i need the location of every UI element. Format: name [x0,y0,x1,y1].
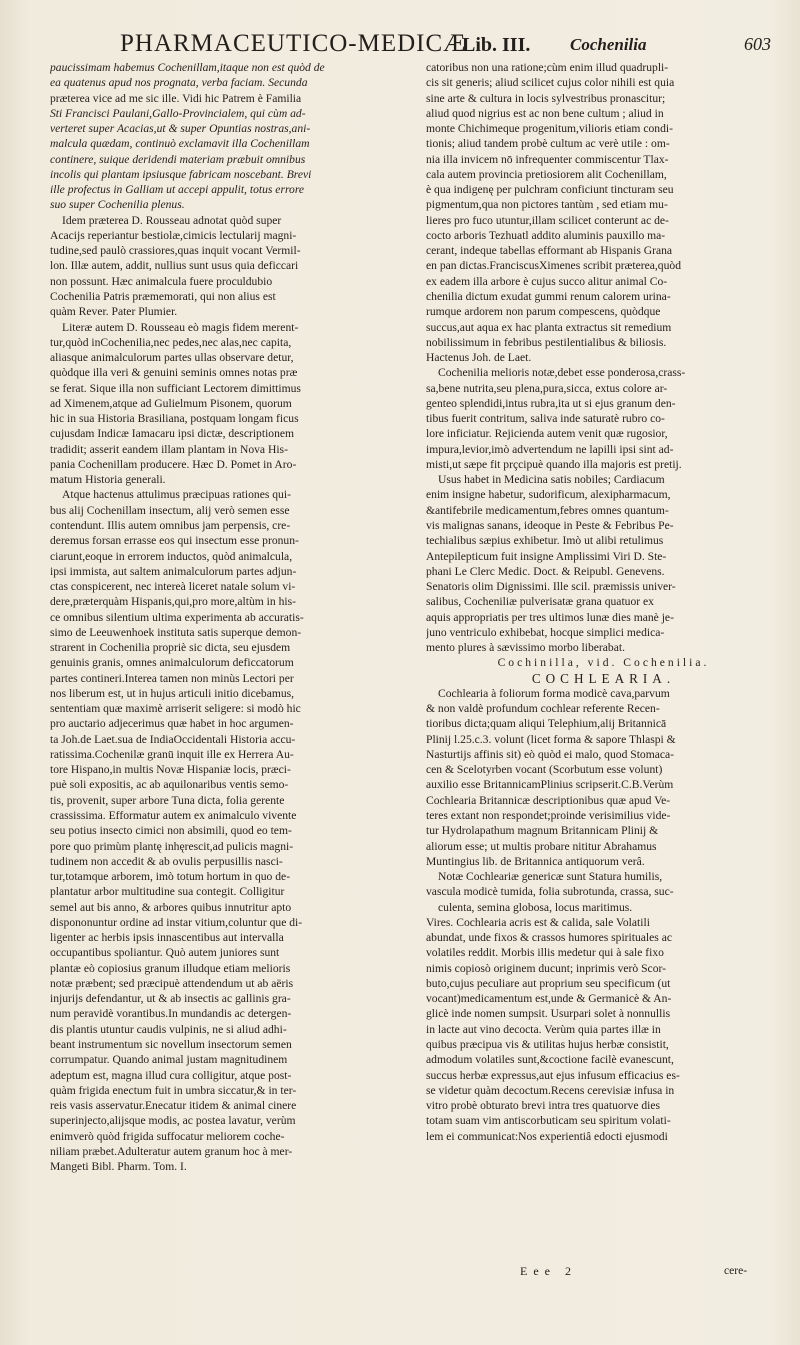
text-line: quibus præcipua vis & utilitas hujus herbæ consistit, [426,1038,669,1051]
text-line: tis, provenit, super arbore Tuna dicta, folia gerente [50,793,285,807]
text-line: præterea vice ad me sic ille. Vidi hic Patrem è Familia [50,91,302,105]
text-line: tur Hydrolapathum magnum Britannicam Plinij & [426,824,659,838]
text-line: nos liberum est, ut in hujus articuli initio dicebamus, [50,686,295,700]
text-line: tioribus dicta;quam aliqui Telephium,alij Britannicā [426,717,667,731]
text-line: paucissimam habemus Cochenillam,itaque non est quòd de [50,61,325,74]
text-line: niliam præbet.Adulteratur autem granum hoc à mer- [50,1144,293,1158]
text-line: dispononuntur ordine ad instar vitium,coluntur que di- [50,915,303,929]
text-line: auxilio esse BritannicamPlinius scripserit.C.B.Verùm [426,778,674,792]
text-line: contendunt. Illis autem omnibus jam perpensis, cre- [50,518,291,532]
text-line: se videtur quàm decoctum.Recens cerevisiæ infusa in [426,1083,675,1097]
text-line: ex eadem illa arbore è cujus succo alitur animal Co- [426,274,668,288]
text-line: simo de Leeuwenhoek instituta satis superque demon- [50,625,302,639]
text-line: sine arte & cultura in locis sylvestribus pronascitur; [426,91,666,105]
text-line: vis malignas sanans, ideoque in Peste & Febribus Pe- [426,518,674,532]
text-line: Vires. Cochlearia acris est & calida, sale Volatili [426,915,650,929]
text-line: se ferat. Sique illa non sufficiant Lectorem dimittimus [50,381,301,395]
text-line: occupantibus spoliantur. Quò autem juniores sunt [50,946,280,960]
text-line: Cochlearia Britannicæ descriptionibus quæ apud Ve- [426,793,671,807]
text-line: Cochenilia melioris notæ,debet esse ponderosa,crass- [438,366,686,380]
text-line: dere,præterquàm Hispanis,qui,pro more,altùm in his- [50,595,296,609]
text-line: injurijs defendantur, ut & ab insectis ac gallinis gra- [50,992,291,1006]
text-line: misti,ut sæpe fit prçcipuè quando illa majoris est pretij. [426,457,682,471]
text-line: sententiam quæ maximè arriserit seligere: si modò hic [50,702,301,716]
text-line: Cochenilia Patris præmemorati, qui non alius est [50,289,276,303]
text-line: genuinis granis, omnes animalculorum deficcatorum [50,656,294,670]
text-line: pro auctario adjecerimus quæ habet in hoc argumen- [50,717,294,731]
text-line: culenta, semina globosa, locus maritimus. [438,900,633,914]
text-line: ta Joh.de Laet.sua de IndiaOccidentali Historia accu- [50,732,296,746]
text-line: aliasque animalculorum partes ullas observare detur, [50,351,294,365]
text-line: Cochinilla, vid. Cochenilia. [497,656,710,670]
text-line: plantæ eò copiosius granum illudque etiam melioris [50,961,291,975]
text-line: buto,cujus peculiare aut proprium seu specificum (ut [426,976,671,990]
text-line: dis plantis utuntur caudis vulpinis, ne si aliud adhi- [50,1022,287,1036]
text-line: è qua indigenę per pulchram conficiunt tincturam seu [426,183,674,197]
text-line: Notæ Cochleariæ genericæ sunt Statura humilis, [438,870,663,884]
text-line: nobilissimum in febribus pestilentialibus & biliosis. [426,335,667,349]
text-line: Nasturtijs affinis sit) eò quòd ei malo, quod Stomaca- [426,747,675,761]
running-title: PHARMACEUTICO-MEDICÆ [120,30,467,57]
text-line: deremus forsan errasse eos qui insectum esse pronun- [50,534,299,548]
text-line: malcula quædam, continuò exclamavit illa Cochenillam [50,137,310,151]
text-line: catoribus non una ratione;cùm enim illud quadrupli- [426,61,669,74]
text-line: superinjecto,alijsque modis, ac postea lavatur, verùm [50,1114,296,1128]
text-line: hic in sua Historia Brasiliana, postquam longam ficus [50,412,299,426]
text-line: ciarunt,eoque in errorem inductos, quòd animalcula, [50,549,293,563]
text-line: Acacijs reperiantur bestiolæ,cimicis lectularij magni- [50,228,297,242]
text-line: rumque ardorem non parum compescens, quòdque [426,305,661,319]
text-line: COCHLEARIA. [531,670,676,686]
text-line: vocant)medicamentum est,unde & Germanicè & An- [426,992,672,1006]
text-line: enim insigne habetur, sudorificum, alexipharmacum, [426,488,671,502]
catchword: cere- [724,1264,748,1277]
text-line: juno ventriculo exhibebat, hocque simplici medica- [426,625,665,639]
text-line: &antifebrile medicamentum,febres omnes quantum- [426,503,669,517]
text-line: & non valdè profundum cochlear referente Recen- [426,702,660,716]
text-line: notæ præbent; sed præcipuè attendendum ut ab aëris [50,976,294,990]
text-line: verteret super Acacias,ut & super Opuntias nostras,ani- [50,122,311,136]
text-line: Muntingius lib. de Britannica antiquorum verâ. [426,854,645,868]
right-column [426,60,781,1265]
text-line: Hactenus Joh. de Laet. [426,351,532,365]
page-number: 603 [744,34,771,54]
text-line: lon. Illæ autem, addit, nullius sunt usus quia deficcari [50,259,299,273]
text-line: aquis appropriatis per tres ultimos lunæ dies manè je- [426,610,674,624]
text-line: impura,levior,imò advertendum ne lapilli ipsi sint ad- [426,442,674,456]
text-line: plantatur arbor multitudine sua contegit. Colligitur [50,885,285,899]
text-line: aliorum esse; ut multis probare nititur Abrahamus [426,839,657,853]
text-line: lore inficiatur. Rejicienda autem venit quæ rugosior, [426,427,668,441]
text-line: abundat, unde fixos & crassos humores spirituales ac [426,931,672,945]
text-line: incolis qui plantam ipsiusque fabricam noscebant. Brevi [50,167,312,181]
text-line: tionis; aliud tandem probè cultum ac verè utile : om- [426,137,670,151]
text-line: bus alij Cochenillam insectum, alij verò semen esse [50,503,290,517]
text-line: Literæ autem D. Rousseau eò magis fidem merent- [62,320,299,334]
text-line: tradidit; asserit eandem illam plantam in Nova His- [50,442,288,456]
text-line: cerant, indeque tabellas efformant ab Hispanis Grana [426,244,673,258]
text-line: techialibus sæpius exhibetur. Imò ut alibi retulimus [426,534,664,548]
text-line: cen & Scelotyrben vocant (Scorbutum esse volunt) [426,763,663,777]
text-line: pore quo primùm plantę inhęrescit,ad pulicis magni- [50,839,294,853]
text-line: Sti Francisci Paulani,Gallo-Provincialem, qui cùm ad- [50,106,306,120]
page-header [0,22,800,62]
text-line: ligenter ac herbis ipsis innascentibus aut intervalla [50,931,284,945]
text-line: suo super Cochenilia plenus. [50,198,185,212]
text-line: tibus fuerit contritum, saliva inde saturatè rubro co- [426,412,665,426]
text-line: volatiles reddit. Morbis illis medetur qui à sale fixo [426,946,664,960]
entry-label: Cochenilia [570,35,647,54]
text-line: enimverò quòd frigida suffocatur meliorem coche- [50,1129,285,1143]
text-line: semel aut bis anno, & arbores quibus innutritur apto [50,900,292,914]
text-line: en pan dictas.FranciscusXimenes scribit præterea,quòd [426,259,681,273]
text-line: matum Historia generali. [50,473,166,487]
text-line: ctas conspicerent, nec intereà liceret natale solum vi- [50,580,296,594]
signature-mark: Eee 2 [520,1264,577,1278]
text-line: reis vasis asservatur.Enecatur itidem & animal cinere [50,1099,297,1113]
text-line: mento plures à sævissimo morbo liberabat. [426,641,625,655]
text-line: adeptum est, magna illud cura colligitur, atque post- [50,1068,292,1082]
text-line: teres extant non respondet;proinde verisimilius vide- [426,809,671,823]
left-column [50,60,405,1265]
text-line: cujusdam Indicæ Iamacaru ipsi dictæ, descriptionem [50,427,295,441]
text-line: sa,bene nutrita,seu plena,pura,sicca, extus colore ar- [426,381,668,395]
text-line: crassissima. Efformatur autem ex animalculo vivente [50,809,297,823]
text-columns [50,60,790,1265]
text-line: vitro probè obturato brevi intra tres quatuorve dies [426,1099,661,1113]
text-line: partes contineri.Interea tamen non minùs Lectori per [50,671,294,685]
text-line: strarent in Cochenilia propriè sic dicta, seu ejusdem [50,641,291,655]
text-line: puè soli expositis, ac ab aquilonaribus ventis semo- [50,778,289,792]
text-line: tore Hispano,in multis Novæ Hispaniæ locis, præci- [50,763,291,777]
text-line: pigmentum,qua non pictores tantùm , sed etiam mu- [426,198,668,212]
text-line: ille profectus in Galliam ut accepi appulit, totus errore [50,183,305,197]
text-line: genteo splendidi,intus rubra,ita ut si ejus granum den- [426,396,676,410]
text-line: succus,aut aqua ex hac planta extractus sit remedium [426,320,672,334]
text-line: continere, suique deridendi materiam præbuit omnibus [50,152,306,166]
text-line: Usus habet in Medicina satis nobiles; Cardiacum [438,473,665,487]
text-line: monte Chichimeque progenitum,vilioris etiam condi- [426,122,673,136]
text-line: glicè inde nomen sumpsit. Usurpari solet à nonnullis [426,1007,671,1021]
text-line: ea quatenus apud nos prognata, verba faciam. Secunda [50,76,308,90]
text-line: cis sit generis; aliud scilicet cujus color nihili est quia [426,76,675,90]
book-label: Lib. III. [462,34,531,56]
text-line: tudinem non accedit & ab ovulis perpusillis nasci- [50,854,283,868]
text-line: Senatoris olim Dignissimi. Ille scil. præmissis univer- [426,580,676,594]
text-line: Plinij l.25.c.3. volunt (licet forma & sapore Thlaspi & [426,732,676,746]
text-line: Cochlearia à foliorum forma modicè cava,parvum [438,686,670,700]
text-line: admodum volatiles sunt,&coctione facilè evanescunt, [426,1053,674,1067]
text-line: ratissima.Cochenilæ granū inquit ille ex Herrera Au- [50,747,294,761]
text-line: succus herbæ expressus,aut ejus infusum efficacius es- [426,1068,680,1082]
text-line: tur,quòd inCochenilia,nec pedes,nec alas,nec capita, [50,335,292,349]
text-line: vascula modicè tumida, folia subrotunda, crassa, suc- [426,885,674,899]
text-line: non possunt. Hæc animalcula fuere proculdubio [50,274,273,288]
text-line: chenilia dictum exudat gummi renum calorem urina- [426,289,671,303]
text-line: corrumpatur. Quando animal justam magnitudinem [50,1053,288,1067]
page-footer [0,1264,800,1282]
text-line: in lacte aut vino decocta. Verùm quia partes illæ in [426,1022,661,1036]
text-line: Antepilepticum fuit insigne Amplissimi Viri D. Ste- [426,549,667,563]
text-line: aliud quod nigrius est ac non bene cultum ; aliud in [426,106,664,120]
text-line: salibus, Cocheniliæ pulverisatæ grana quatuor ex [426,595,654,609]
text-line: quàm frigida enectum fuit in umbra siccatur,& in ter- [50,1083,297,1097]
text-line: Mangeti Bibl. Pharm. Tom. I. [50,1160,187,1174]
text-line: quòdque illa veri & genuini seminis omnes notas præ [50,366,298,380]
text-line: nia illa invicem nō infrequenter commiscentur Tlax- [426,152,669,166]
text-line: cocto arboris Tezhuatl addito aluminis pauxillo ma- [426,228,666,242]
text-line: ipsi immista, aut saltem animalculorum partes adjun- [50,564,297,578]
text-line: Atque hactenus attulimus præcipuas rationes qui- [62,488,291,502]
text-line: nimis copiosò originem ducunt; inprimis verò Scor- [426,961,666,975]
text-line: ad Ximenem,atque ad Gulielmum Pisonem, quorum [50,396,292,410]
text-line: lieres pro fuco utuntur,illam scilicet conterunt ac de- [426,213,669,227]
text-line: quàm Rever. Pater Plumier. [50,305,178,319]
text-line: num peravidè vorantibus.In mundandis ac detergen- [50,1007,292,1021]
text-line: tur,totamque arborem, imò totum hortum in quo de- [50,870,291,884]
text-line: lem ei communicat:Nos experientiâ edocti ejusmodi [426,1129,668,1143]
text-line: tudine,sed paulò crassiores,quas inquit vocant Vermil- [50,244,301,258]
text-line: phani Le Clerc Medic. Doct. & Reipubl. Genevens. [426,564,665,578]
text-line: seu potius insecto cimici non absimili, quod eo tem- [50,824,292,838]
text-line: totam suam vim antiscorbuticam seu spiritum volati- [426,1114,671,1128]
text-line: pania Cochenillam producere. Hæc D. Pomet in Aro- [50,457,297,471]
text-line: Idem præterea D. Rousseau adnotat quòd super [62,213,282,227]
text-line: ce omnibus silentium ultima experimenta ab accuratis- [50,610,304,624]
text-line: cala autem provincia pretiosiorem alit Cochenillam, [426,167,667,181]
text-line: beant instrumentum sic novellum insectorum semen [50,1038,292,1051]
